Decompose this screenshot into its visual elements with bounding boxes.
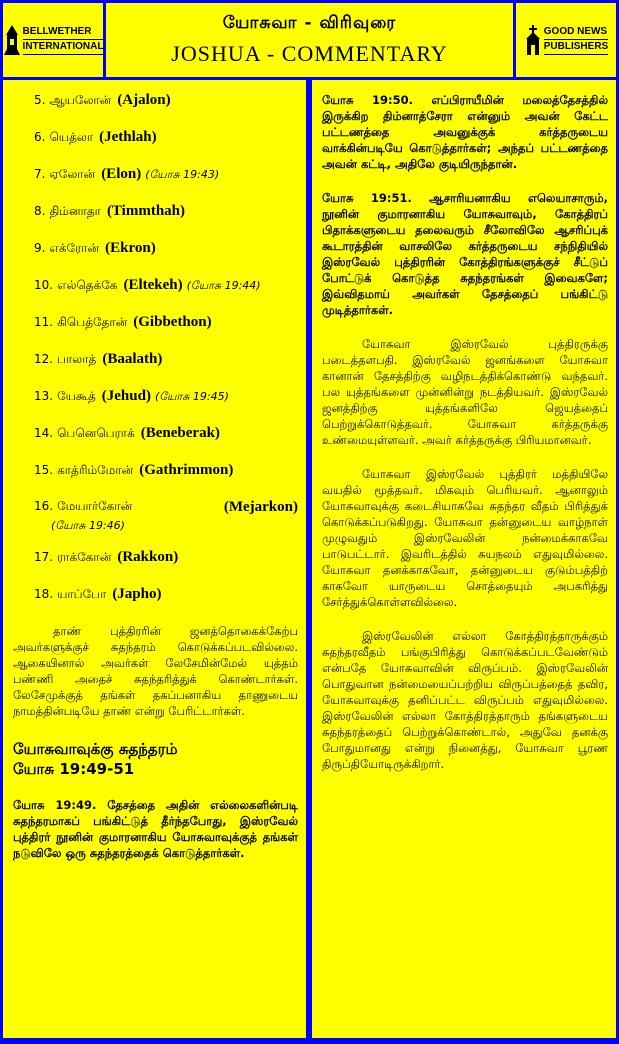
list-item: 18. யாப்போ (Japho) (34, 586, 162, 602)
title-english: JOSHUA - COMMENTARY (171, 41, 448, 66)
church-icon (524, 25, 542, 55)
commentary-paragraph-1: யோசுவா இஸ்ரவேல் புத்திரருக்கு படைத்தளபதி. இஸ்ரவேல் ஜனங்களை யோசுவா கானான் தேசத்திற்கு வழிநடத்திக்கொண்டு வந்தவர். பல யுத்தங்களை முன்னின்று நடத்தியவர். இஸ்ரவேல் ஜனத்திற்கு யுத்தங்களிலே ஜெயத்தைப் பெற்றுக்கொடுத்தவர். யோசுவா கர்த்தருக்கு உண்மையுள்ளவர். அவர் கர்த்தருக்கு பிரியமானவர். (322, 337, 608, 447)
verse-19-49: யோசு 19:49. தேசத்தை அதின் எல்லைகளின்படி சுதந்தரமாகப் பங்கிட்டுத் தீர்ந்தபோது, இஸ்ரவேல் புத்திரர் நூனின் குமாரனாகிய யோசுவாவுக்குத் தங்கள் நடுவிலே ஒரு சுதந்தரத்தைக் கொடுத்தார்கள். (13, 798, 298, 860)
list-item: 13. யேகூத் (Jehud) (யோசு 19:45) (34, 388, 229, 404)
list-item: 7. ஏலோன் (Elon) (யோசு 19:43) (34, 166, 220, 182)
title-block (106, 3, 513, 77)
list-item: 14. பெனெபெராக் (Beneberak) (34, 425, 220, 441)
commentary-paragraph-2: யோசுவா இஸ்ரவேல் புத்திரர் மத்தியிலே வயதில் மூத்தவர். மிகவும் பெரியவர். ஆனாலும் யோசுவாவுக்கு கடைசியாகவே சுதந்தர வீதம் பிரித்துக் கொடுக்கப்படுகிறது. யோசுவா தன்னுடைய வாழ்நாள் முழுவதும் இஸ்ரவேலின் நன்மைக்காகவே பாடுபட்டார். இவரிடத்தில் சுயநலம் எதுவுமில்லை. யோசுவா தனக்காகவோ, தன்னுடைய குடும்பத்திற் காகவோ யாருடைய சொத்தையும் அபகரித்து சேர்த்துக்கொள்ளவில்லை. (322, 467, 608, 609)
list-item: 15. காத்ரிம்மோன் (Gathrimmon) (34, 462, 234, 478)
left-column (3, 80, 306, 1038)
list-item: 5. ஆயலோன் (Ajalon) (34, 92, 171, 108)
goodnews-logo (516, 3, 616, 77)
logo-line-2: PUBLISHERS (544, 40, 608, 55)
verse-19-51: யோசு 19:51. ஆசாரியனாகிய எலெயாசாரும், நூனின் குமாரனாகிய யோசுவாவும், கோத்திரப் பிதாக்களுடைய தலைவரும் சீலோவிலே ஆசரிப்புக் கூடாரத்தின் வாசலிலே கர்த்தருடைய சந்நிதியில் இஸ்ரவேல் புத்திரரின் கோத்திரங்களுக்குச் சீட்டுப் போட்டுக் கொடுத்த சுதந்தரங்கள் இவைகளே; இவ்விதமாய் அவர்கள் தேசத்தைப் பங்கிட்டு முடித்தார்கள். (322, 191, 608, 317)
list-item: 8. திம்னாதா (Timmthah) (34, 203, 185, 219)
list-item: 9. எக்ரோன் (Ekron) (34, 240, 156, 256)
page-header (3, 3, 616, 77)
title-tamil: யோசுவா - விரிவுரை (222, 13, 397, 33)
logo-line-1: BELLWETHER (23, 25, 104, 40)
list-item: 6. யெத்லா (Jethlah) (34, 129, 157, 145)
list-item: 10. எல்தெக்கே (Eltekeh) (யோசு 19:44) (34, 277, 261, 293)
right-column (312, 80, 616, 1038)
town-list (13, 92, 298, 623)
bellwether-logo (3, 3, 103, 77)
verse-19-50: யோசு 19:50. எப்பிராயீமின் மலைத்தேசத்தில் இருக்கிற திம்னாத்சேரா என்னும் அவன் கேட்ட பட்டணத்தை அவனுக்குக் கர்த்தருடைய வாக்கின்படியே கொடுத்தார்கள்; அந்தப் பட்டணத்தை அவன் கட்டி, அதிலே குடியிருந்தான். (322, 93, 608, 171)
list-item: 12. பாலாத் (Baalath) (34, 351, 163, 367)
bell-tower-icon (3, 25, 21, 55)
list-item: 11. கிபெத்தோன் (Gibbethon) (34, 314, 212, 330)
commentary-paragraph-3: இஸ்ரவேலின் எல்லா கோத்திரத்தாருக்கும் சுதந்தரவீதம் பங்குபிரித்து கொடுக்கப்படவேண்டும் என்பதே யோசுவாவின் விருப்பம். இஸ்ரவேலின் பொதுவான நன்மையைப்பற்றிய விருப்பத்தைத் தவிர, யோசுவாவுக்கு தனிப்பட்ட விருப்பம் எதுவுமில்லை. இஸ்ரவேலின் எல்லா கோத்திரத்தாரும் தங்களுடைய சுதந்தரத்தைப் பெற்றுக்கொண்டால், அதுவே தனக்கு போதுமானது என்று நினைத்து, யோசுவா பூரண திருப்தியோடிருக்கிறார். (322, 629, 608, 771)
list-item: 17. ராக்கோன் (Rakkon) (34, 549, 179, 565)
logo-line-1: GOOD NEWS (544, 25, 608, 40)
dan-paragraph: தாண் புத்திரரின் ஜனத்தொகைக்கேற்ப அவர்களுக்குச் சுதந்தரம் கொடுக்கப்படவில்லை. ஆகையினால் அவர்கள் லேசேமின்மேல் யுத்தம் பண்ணி அதைச் சுதந்தரித்துக் கொண்டார்கள். லேசேமுக்குத் தங்கள் தகப்பனாகிய தாணுடைய நாமத்தின்படியே தாண் என்று பேரிட்டார்கள். (13, 624, 298, 718)
logo-line-2: INTERNATIONAL (23, 40, 104, 55)
section-heading: யோசுவாவுக்கு சுதந்தரம் யோசு 19:49-51 (13, 740, 178, 778)
list-item: 16. மேயார்கோன் (Mejarkon) (யோசு 19:46) (34, 499, 298, 532)
